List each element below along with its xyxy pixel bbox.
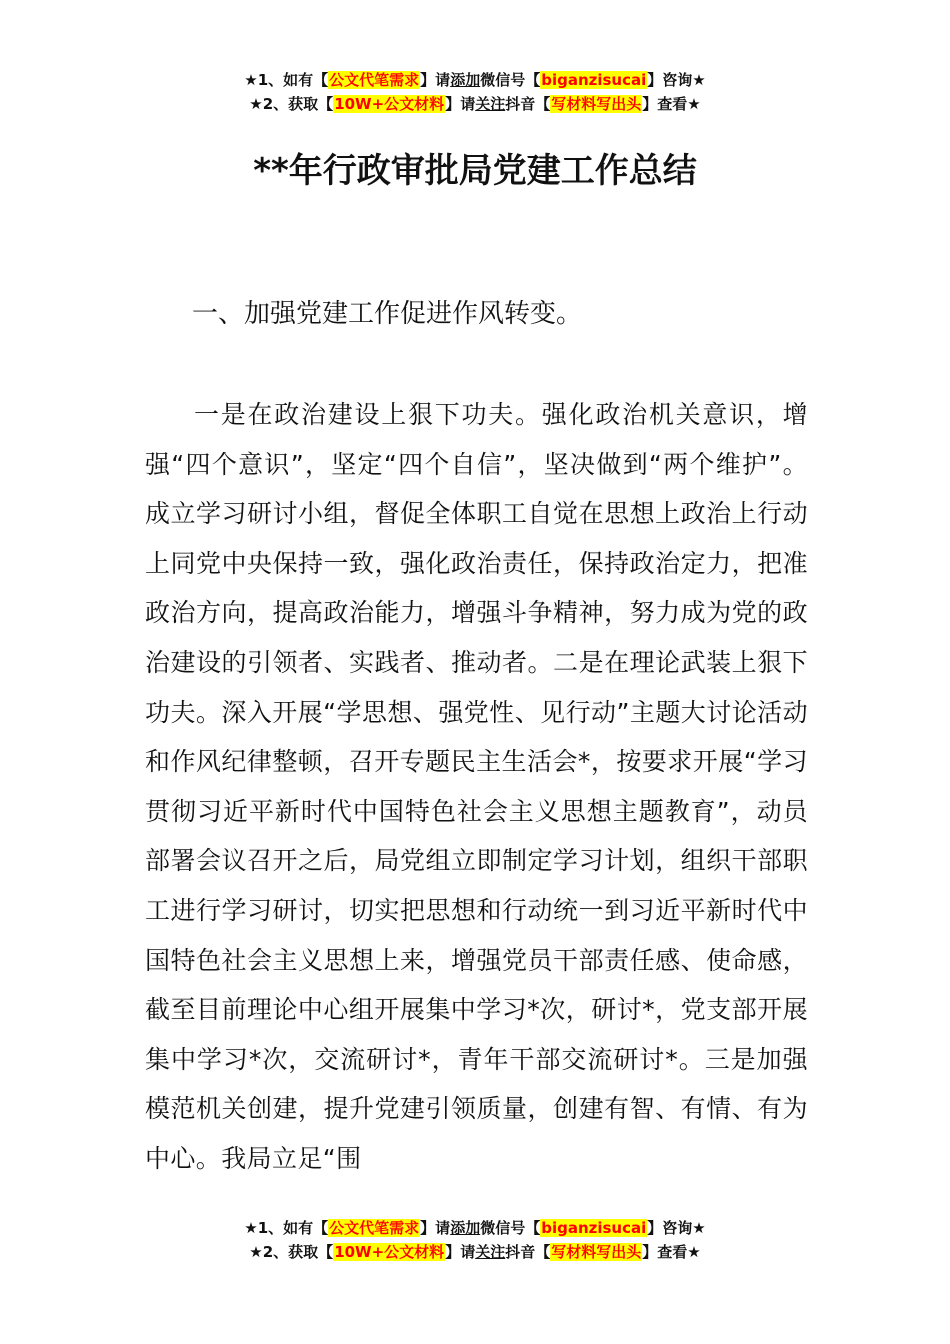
promo-text: 微信号【 bbox=[480, 71, 541, 89]
promo-wechat-id: biganzisucai bbox=[541, 1219, 647, 1237]
promo-line-2 bbox=[0, 1240, 950, 1264]
promo-text: ★2、获取【 bbox=[249, 1243, 334, 1261]
promo-text: 】请 bbox=[445, 95, 476, 113]
promo-text: 抖音【 bbox=[505, 1243, 551, 1261]
body-paragraph: 一是在政治建设上狠下功夫。强化政治机关意识，增强“四个意识”，坚定“四个自信”，坚决做到“两个维护”。成立学习研讨小组，督促全体职工自觉在思想上政治上行动上同党中央保持一致，强化政治责任，保持政治定力，把准政治方向，提高政治能力，增强斗争精神，努力成为党的政治建设的引领者、实践者、推动者。二是在理论武装上狠下功夫。深入开展“学思想、强党性、见行动”主题大讨论活动和作风纪律整顿，召开专题民主生活会*，按要求开展“学习贯彻习近平新时代中国特色社会主义思想主题教育”，动员部署会议召开之后，局党组立即制定学习计划，组织干部职工进行学习研讨，切实把思想和行动统一到习近平新时代中国特色社会主义思想上来，增强党员干部责任感、使命感，截至目前理论中心组开展集中学习*次，研讨*，党支部开展集中学习*次，交流研讨*，青年干部交流研讨*。三是加强模范机关创建，提升党建引领质量，创建有智、有情、有为中心。我局立足“围 bbox=[145, 400, 808, 1173]
promo-footer bbox=[0, 1216, 950, 1264]
promo-underline: 添加 bbox=[450, 1219, 481, 1237]
promo-underline: 添加 bbox=[450, 71, 481, 89]
promo-wechat-id: biganzisucai bbox=[541, 71, 647, 89]
promo-text: 】咨询★ bbox=[647, 1219, 706, 1237]
promo-text: 】咨询★ bbox=[647, 71, 706, 89]
promo-text: ★1、如有【 bbox=[244, 71, 329, 89]
promo-douyin-id: 写材料写出头 bbox=[551, 95, 642, 113]
promo-line-1 bbox=[0, 1216, 950, 1240]
promo-text: ★1、如有【 bbox=[244, 1219, 329, 1237]
section-heading: 一、加强党建工作促进作风转变。 bbox=[192, 299, 583, 329]
promo-underline: 关注 bbox=[475, 1243, 506, 1261]
promo-text: 】请 bbox=[420, 1219, 451, 1237]
promo-text: 微信号【 bbox=[480, 1219, 541, 1237]
promo-text: ★2、获取【 bbox=[249, 95, 334, 113]
promo-underline: 关注 bbox=[475, 95, 506, 113]
promo-text: 】查看★ bbox=[642, 95, 701, 113]
document-title: **年行政审批局党建工作总结 bbox=[253, 151, 697, 191]
promo-line-2 bbox=[0, 92, 950, 116]
promo-text: 抖音【 bbox=[505, 95, 551, 113]
promo-text: 】请 bbox=[445, 1243, 476, 1261]
promo-line-1 bbox=[0, 68, 950, 92]
promo-highlight: 公文代笔需求 bbox=[329, 71, 420, 89]
promo-text: 】查看★ bbox=[642, 1243, 701, 1261]
promo-highlight: 10W+公文材料 bbox=[334, 95, 445, 113]
promo-highlight: 10W+公文材料 bbox=[334, 1243, 445, 1261]
promo-douyin-id: 写材料写出头 bbox=[551, 1243, 642, 1261]
promo-header bbox=[0, 68, 950, 116]
promo-highlight: 公文代笔需求 bbox=[329, 1219, 420, 1237]
promo-text: 】请 bbox=[420, 71, 451, 89]
